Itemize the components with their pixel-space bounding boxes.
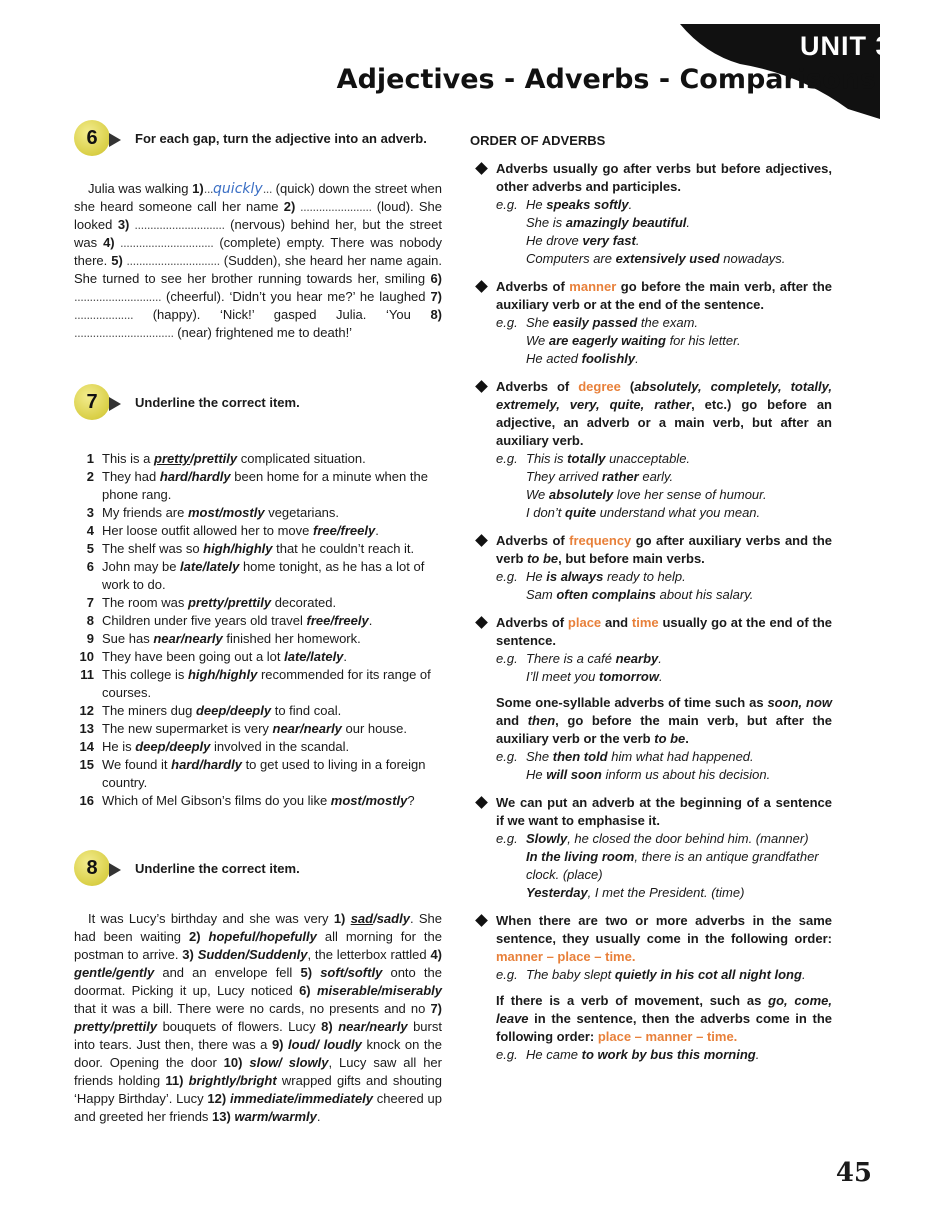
exercise-item: 7 The room was pretty/prettily decorated. (86, 595, 337, 610)
page-title: Adjectives - Adverbs - Comparisons (336, 64, 876, 95)
bullet-diamond-icon (475, 796, 488, 809)
exercise-instruction: For each gap, turn the adjective into an adverb. (135, 131, 427, 146)
rule-note: If there is a verb of movement, such as go, come, leave in the sentence, then the adverbs come in the following order: place – manner – time. (496, 993, 832, 1044)
example: e.g. The baby slept quietly in his cot all night long. (496, 967, 806, 982)
exercise-7-list (74, 450, 442, 810)
example: I don’t quite understand what you mean. (526, 505, 761, 520)
example: Yesterday, I met the President. (time) (526, 885, 745, 900)
exercise-item: 9 Sue has near/nearly finished her homework. (86, 631, 361, 646)
example: In the living room, there is an antique grandfather clock. (place) (526, 849, 819, 882)
example: I’ll meet you tomorrow. (526, 669, 663, 684)
bullet-diamond-icon (475, 280, 488, 293)
example: He drove very fast. (526, 233, 640, 248)
example: Sam often complains about his salary. (526, 587, 754, 602)
rule-7: When there are two or more adverbs in the same sentence, they usually come in the following order: manner – place – time. e.g. The baby slept quietly in his cot all night long. If there is a verb of movement, such as go, come, leave in the sentence, then the adverbs come in the following order: place – manner – time. e.g. He came to work by bus this morning. (470, 912, 832, 1064)
rule-3: Adverbs of degree (absolutely, completely, totally, extremely, very, quite, rather, etc.) go before an adjective, an adverb or a main verb, but after an auxiliary verb. e.g. This is totally unacceptable. They arrived rather early. We absolutely love her sense of humour. I don’t quite understand what you mean. (470, 378, 832, 522)
exercise-8-text: It was Lucy’s birthday and she was very 1) sad/sadly. She had been waiting 2) hopeful/hopefully all morning for the postman to arrive. 3) Sudden/Suddenly, the letterbox rattled 4) gentle/gently and an envelope fell 5) soft/softly onto the doormat. Picking it up, Lucy noticed 6) miserable/miserably that it was a bill. There were no cards, no presents and no 7) pretty/prettily bouquets of flowers. Lucy 8) near/nearly burst into tears. Just then, there was a 9) loud/ loudly knock on the door. Opening the door 10) slow/ slowly, Lucy saw all her friends holding 11) brightly/bright wrapped gifts and shouting ‘Happy Birthday’. Lucy 12) immediate/immediately cheered up and greeted her friends 13) warm/warmly. (74, 911, 443, 1124)
left-column (74, 120, 442, 1126)
exercise-item: 2 They had hard/hardly been home for a minute when the phone rang. (86, 469, 428, 502)
exercise-6-text: Julia was walking 1)...quickly... (quick) down the street when she heard someone call her name 2) ....................... (loud). She looked 3) ............................. (nervous) behind her, but the street was 4) .............................. (complete) empty. There was nobody there. 5) .............................. (Sudden), she heard her name again. She turned to see her brother running towards her, smiling 6) ............................ (cheerful). ‘Didn’t you hear me?’ he laughed 7) ................... (happy). ‘Nick!’ gasped Julia. ‘You 8) ................................ (near) frightened me to death!’ (74, 181, 443, 340)
exercise-item: 12 The miners dug deep/deeply to find coal. (79, 703, 342, 718)
rule-2: Adverbs of manner go before the main verb, after the auxiliary verb or at the end of the sentence. e.g. She easily passed the exam. We are eagerly waiting for his letter. He acted foolishly. (470, 278, 832, 368)
exercise-item: 4 Her loose outfit allowed her to move free/freely. (86, 523, 379, 538)
example: They arrived rather early. (526, 469, 674, 484)
arrow-icon (109, 397, 121, 411)
exercise-badge: 6 (74, 120, 110, 156)
exercise-8-header (74, 850, 442, 896)
section-title: ORDER OF ADVERBS (470, 133, 606, 148)
exercise-item: 10 They have been going out a lot late/lately. (79, 649, 348, 664)
exercise-item: 3 My friends are most/mostly vegetarians. (86, 505, 340, 520)
example: e.g. Slowly, he closed the door behind him. (manner) (496, 831, 809, 846)
example: He will soon inform us about his decision. (526, 767, 771, 782)
unit-label: UNIT 3 (800, 31, 892, 61)
exercise-item: 15 We found it hard/hardly to get used to living in a foreign country. (79, 757, 426, 790)
exercise-item: 11 This college is high/highly recommended for its range of courses. (80, 667, 431, 700)
example: e.g. He is always ready to help. (496, 569, 686, 584)
exercise-6-header (74, 120, 442, 166)
exercise-badge: 7 (74, 384, 110, 420)
arrow-icon (109, 133, 121, 147)
rule-note: Some one-syllable adverbs of time such as soon, now and then, go before the main verb, but after the auxiliary verb or the verb to be. (496, 695, 833, 746)
handwritten-answer: quickly (213, 181, 263, 197)
example: e.g. There is a café nearby. (496, 651, 662, 666)
example: e.g. She then told him what had happened. (496, 749, 754, 764)
exercise-instruction: Underline the correct item. (135, 861, 300, 876)
exercise-7-header (74, 384, 442, 430)
example: e.g. This is totally unacceptable. (496, 451, 691, 466)
arrow-icon (109, 863, 121, 877)
exercise-item: 8 Children under five years old travel free/freely. (86, 613, 373, 628)
example: Computers are extensively used nowadays. (526, 251, 786, 266)
page-number: 45 (835, 1158, 872, 1188)
exercise-item: 16 Which of Mel Gibson’s films do you like most/mostly? (79, 793, 415, 808)
exercise-item: 14 He is deep/deeply involved in the scandal. (79, 739, 350, 754)
exercise-item: 6 John may be late/lately home tonight, as he has a lot of work to do. (86, 559, 425, 592)
example: He acted foolishly. (526, 351, 639, 366)
exercise-item: 5 The shelf was so high/highly that he couldn’t reach it. (86, 541, 415, 556)
rule-6: We can put an adverb at the beginning of a sentence if we want to emphasise it. e.g. Slowly, he closed the door behind him. (manner) In the living room, there is an antique grandfather clock. (place) Yesterday, I met the President. (time) (470, 794, 832, 902)
example: We absolutely love her sense of humour. (526, 487, 767, 502)
example: We are eagerly waiting for his letter. (526, 333, 741, 348)
right-column (470, 133, 832, 1074)
exercise-item: 13 The new supermarket is very near/nearly our house. (79, 721, 407, 736)
example: e.g. He speaks softly. (496, 197, 633, 212)
example: e.g. He came to work by bus this morning. (496, 1047, 760, 1062)
example: e.g. She easily passed the exam. (496, 315, 699, 330)
bullet-diamond-icon (475, 162, 488, 175)
exercise-badge: 8 (74, 850, 110, 886)
bullet-diamond-icon (475, 616, 488, 629)
example: She is amazingly beautiful. (526, 215, 691, 230)
exercise-instruction: Underline the correct item. (135, 395, 300, 410)
bullet-diamond-icon (475, 380, 488, 393)
bullet-diamond-icon (475, 914, 488, 927)
rule-4: Adverbs of frequency go after auxiliary verbs and the verb to be, but before main verbs. e.g. He is always ready to help. Sam often complains about his salary. (470, 532, 832, 604)
exercise-item: 1 This is a pretty/prettily complicated situation. (86, 451, 366, 466)
bullet-diamond-icon (475, 534, 488, 547)
rule-5: Adverbs of place and time usually go at the end of the sentence. e.g. There is a café nearby. I’ll meet you tomorrow. Some one-syllable adverbs of time such as soon, now and then, go before the main verb, but after the auxiliary verb or the verb to be. e.g. She then told him what had happened. He will soon inform us about his decision. (470, 614, 832, 784)
rule-1: Adverbs usually go after verbs but before adjectives, other adverbs and participles. e.g. He speaks softly. She is amazingly beautiful. He drove very fast. Computers are extensively used nowadays. (470, 160, 832, 268)
